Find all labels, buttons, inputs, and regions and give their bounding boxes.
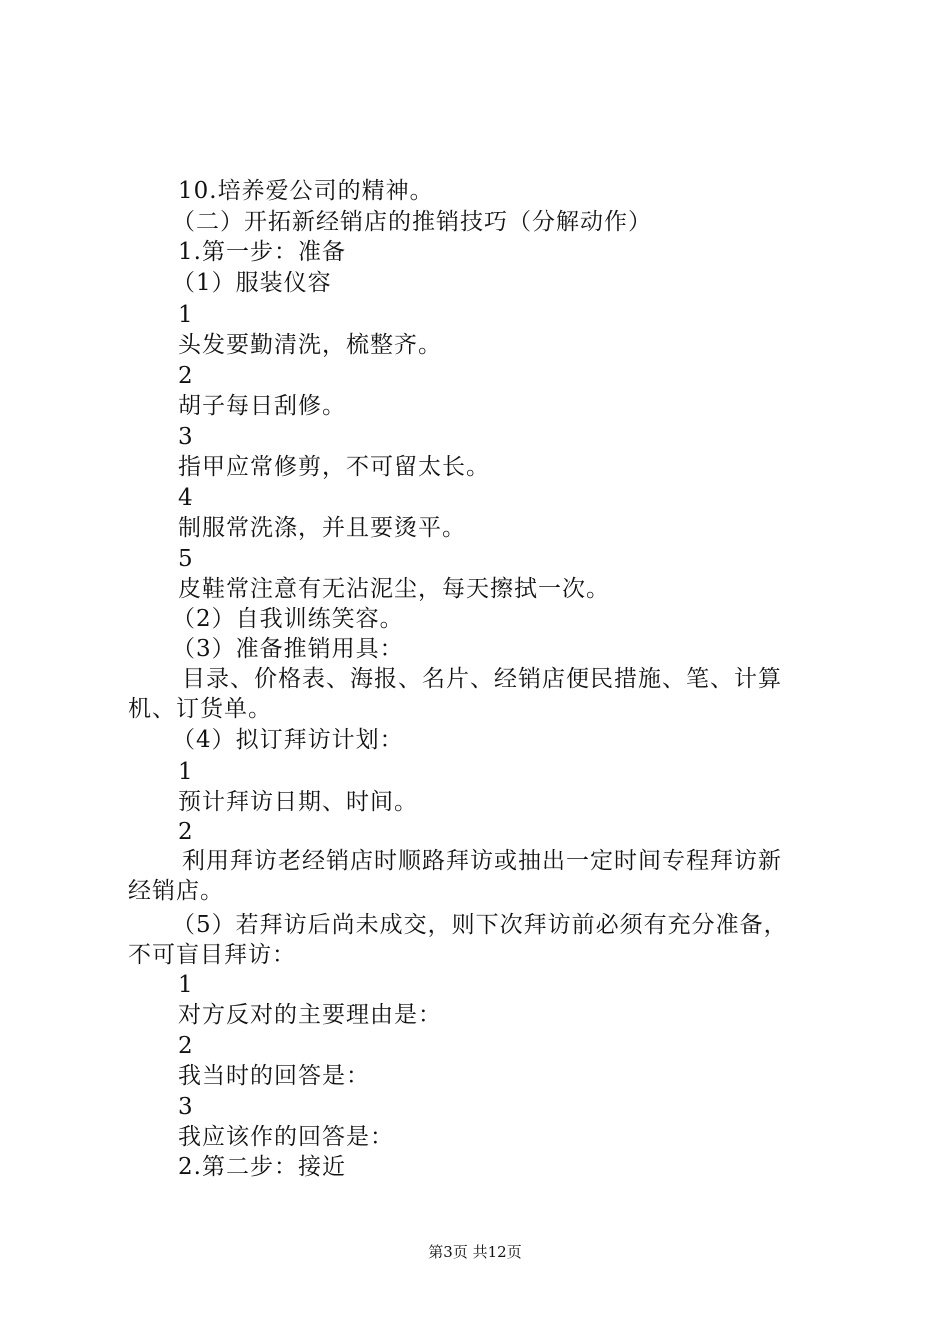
- list-number: 2: [178, 363, 194, 389]
- text-line: 预计拜访日期、时间。: [178, 789, 418, 815]
- text-line: 目录、价格表、海报、名片、经销店便民措施、笔、计算: [182, 666, 782, 692]
- subheading: （3）准备推销用具：: [172, 636, 404, 662]
- text-line: 10.培养爱公司的精神。: [178, 178, 434, 204]
- text-line: 我应该作的回答是：: [178, 1124, 394, 1150]
- subheading: （2）自我训练笑容。: [172, 606, 404, 632]
- text-line: 我当时的回答是：: [178, 1063, 370, 1089]
- text-line: 机、订货单。: [128, 696, 272, 722]
- list-number: 2: [178, 1033, 194, 1059]
- page-footer: 第3页 共12页: [428, 1243, 522, 1261]
- text-line: 制服常洗涤，并且要烫平。: [178, 515, 466, 541]
- list-number: 5: [178, 546, 194, 572]
- text-line: 头发要勤清洗，梳整齐。: [178, 332, 442, 358]
- list-number: 3: [178, 424, 194, 450]
- step-heading: 2.第二步：接近: [178, 1154, 346, 1180]
- text-line: 利用拜访老经销店时顺路拜访或抽出一定时间专程拜访新: [182, 848, 782, 874]
- text-line: 指甲应常修剪，不可留太长。: [178, 454, 490, 480]
- text-line: 不可盲目拜访：: [128, 942, 296, 968]
- list-number: 1: [178, 972, 194, 998]
- subheading: （5）若拜访后尚未成交，则下次拜访前必须有充分准备，: [172, 912, 788, 938]
- text-line: 经销店。: [128, 878, 224, 904]
- list-number: 3: [178, 1094, 194, 1120]
- subheading: （4）拟订拜访计划：: [172, 727, 404, 753]
- text-line: 胡子每日刮修。: [178, 393, 346, 419]
- subheading: （1）服装仪容: [172, 270, 332, 296]
- step-heading: 1.第一步：准备: [178, 239, 346, 265]
- list-number: 4: [178, 485, 194, 511]
- list-number: 2: [178, 819, 194, 845]
- text-line: 对方反对的主要理由是：: [178, 1002, 442, 1028]
- text-line: 皮鞋常注意有无沾泥尘，每天擦拭一次。: [178, 576, 610, 602]
- section-heading: （二）开拓新经销店的推销技巧（分解动作）: [172, 209, 652, 235]
- list-number: 1: [178, 759, 194, 785]
- list-number: 1: [178, 302, 194, 328]
